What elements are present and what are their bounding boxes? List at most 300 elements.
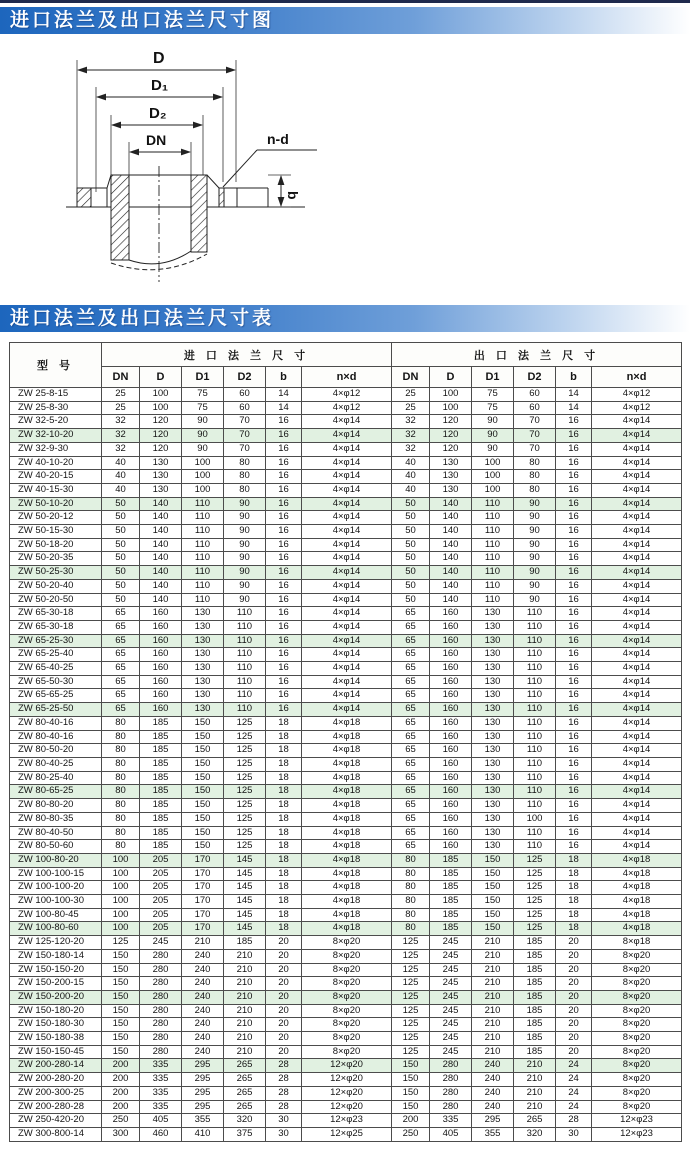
value-cell: 160 xyxy=(430,648,472,662)
value-cell: 18 xyxy=(556,867,592,881)
value-cell: 185 xyxy=(140,826,182,840)
value-cell: 160 xyxy=(430,662,472,676)
value-cell: 150 xyxy=(182,840,224,854)
value-cell: 12×φ23 xyxy=(592,1127,682,1141)
table-row xyxy=(10,799,682,813)
value-cell: 65 xyxy=(102,703,140,717)
value-cell: 145 xyxy=(224,895,266,909)
value-cell: 245 xyxy=(430,1032,472,1046)
model-cell: ZW 50-20-40 xyxy=(10,579,102,593)
value-cell: 4×φ18 xyxy=(302,908,392,922)
value-cell: 4×φ18 xyxy=(302,867,392,881)
value-cell: 295 xyxy=(182,1073,224,1087)
value-cell: 18 xyxy=(266,716,302,730)
value-cell: 210 xyxy=(472,990,514,1004)
value-cell: 210 xyxy=(224,963,266,977)
model-cell: ZW 25-8-15 xyxy=(10,388,102,402)
value-cell: 245 xyxy=(430,990,472,1004)
value-cell: 65 xyxy=(102,689,140,703)
value-cell: 30 xyxy=(266,1127,302,1141)
model-cell: ZW 100-80-20 xyxy=(10,853,102,867)
value-cell: 16 xyxy=(556,689,592,703)
value-cell: 65 xyxy=(392,675,430,689)
value-cell: 50 xyxy=(392,579,430,593)
value-cell: 160 xyxy=(430,634,472,648)
value-cell: 16 xyxy=(556,771,592,785)
table-row xyxy=(10,908,682,922)
value-cell: 150 xyxy=(182,826,224,840)
col-header-d1: D1 xyxy=(182,367,224,388)
table-row xyxy=(10,675,682,689)
value-cell: 90 xyxy=(514,511,556,525)
value-cell: 100 xyxy=(102,922,140,936)
table-row xyxy=(10,511,682,525)
value-cell: 160 xyxy=(140,634,182,648)
value-cell: 4×φ14 xyxy=(302,415,392,429)
value-cell: 18 xyxy=(266,853,302,867)
model-cell: ZW 65-50-30 xyxy=(10,675,102,689)
value-cell: 4×φ14 xyxy=(592,744,682,758)
value-cell: 150 xyxy=(182,716,224,730)
value-cell: 16 xyxy=(266,429,302,443)
value-cell: 32 xyxy=(392,442,430,456)
value-cell: 240 xyxy=(472,1059,514,1073)
value-cell: 65 xyxy=(102,648,140,662)
value-cell: 80 xyxy=(514,470,556,484)
value-cell: 32 xyxy=(102,442,140,456)
value-cell: 110 xyxy=(514,662,556,676)
table-row xyxy=(10,853,682,867)
value-cell: 90 xyxy=(182,429,224,443)
value-cell: 125 xyxy=(224,785,266,799)
value-cell: 80 xyxy=(392,895,430,909)
section1-title-bar xyxy=(0,7,690,34)
value-cell: 50 xyxy=(102,511,140,525)
table-row xyxy=(10,1018,682,1032)
table-row xyxy=(10,579,682,593)
model-cell: ZW 100-80-45 xyxy=(10,908,102,922)
value-cell: 125 xyxy=(224,744,266,758)
value-cell: 245 xyxy=(430,1045,472,1059)
value-cell: 130 xyxy=(140,456,182,470)
value-cell: 110 xyxy=(224,634,266,648)
value-cell: 16 xyxy=(266,620,302,634)
value-cell: 130 xyxy=(472,675,514,689)
value-cell: 245 xyxy=(140,936,182,950)
value-cell: 210 xyxy=(472,1004,514,1018)
value-cell: 130 xyxy=(430,483,472,497)
value-cell: 16 xyxy=(266,703,302,717)
model-cell: ZW 150-200-20 xyxy=(10,990,102,1004)
section1-title: 进口法兰及出口法兰尺寸图 xyxy=(10,10,275,31)
value-cell: 145 xyxy=(224,867,266,881)
value-cell: 90 xyxy=(224,538,266,552)
value-cell: 150 xyxy=(182,744,224,758)
value-cell: 50 xyxy=(392,511,430,525)
value-cell: 130 xyxy=(140,483,182,497)
value-cell: 110 xyxy=(514,675,556,689)
value-cell: 110 xyxy=(224,662,266,676)
flange-diagram-area xyxy=(0,34,690,293)
value-cell: 65 xyxy=(392,634,430,648)
value-cell: 110 xyxy=(472,579,514,593)
value-cell: 110 xyxy=(224,648,266,662)
value-cell: 130 xyxy=(140,470,182,484)
value-cell: 4×φ12 xyxy=(592,388,682,402)
value-cell: 4×φ14 xyxy=(592,483,682,497)
value-cell: 16 xyxy=(556,538,592,552)
value-cell: 18 xyxy=(556,895,592,909)
value-cell: 245 xyxy=(430,977,472,991)
value-cell: 90 xyxy=(182,415,224,429)
value-cell: 4×φ18 xyxy=(302,757,392,771)
value-cell: 65 xyxy=(392,662,430,676)
value-cell: 18 xyxy=(266,744,302,758)
value-cell: 150 xyxy=(182,730,224,744)
model-cell: ZW 150-180-30 xyxy=(10,1018,102,1032)
value-cell: 65 xyxy=(392,785,430,799)
value-cell: 8×φ20 xyxy=(592,1073,682,1087)
table-row xyxy=(10,716,682,730)
value-cell: 210 xyxy=(224,990,266,1004)
value-cell: 200 xyxy=(102,1086,140,1100)
value-cell: 40 xyxy=(392,456,430,470)
value-cell: 16 xyxy=(266,607,302,621)
value-cell: 80 xyxy=(392,922,430,936)
value-cell: 12×φ20 xyxy=(302,1100,392,1114)
value-cell: 20 xyxy=(556,963,592,977)
value-cell: 4×φ12 xyxy=(592,401,682,415)
model-cell: ZW 200-300-25 xyxy=(10,1086,102,1100)
value-cell: 16 xyxy=(556,442,592,456)
value-cell: 150 xyxy=(392,1086,430,1100)
value-cell: 280 xyxy=(430,1100,472,1114)
value-cell: 12×φ23 xyxy=(592,1114,682,1128)
value-cell: 160 xyxy=(430,730,472,744)
value-cell: 125 xyxy=(224,757,266,771)
value-cell: 4×φ14 xyxy=(302,525,392,539)
value-cell: 8×φ20 xyxy=(302,990,392,1004)
value-cell: 16 xyxy=(266,689,302,703)
col-header-d1: D1 xyxy=(472,367,514,388)
value-cell: 4×φ18 xyxy=(302,744,392,758)
model-cell: ZW 50-18-20 xyxy=(10,538,102,552)
value-cell: 28 xyxy=(266,1059,302,1073)
value-cell: 375 xyxy=(224,1127,266,1141)
value-cell: 65 xyxy=(392,744,430,758)
value-cell: 110 xyxy=(472,566,514,580)
value-cell: 16 xyxy=(556,497,592,511)
value-cell: 4×φ14 xyxy=(302,497,392,511)
value-cell: 90 xyxy=(224,566,266,580)
value-cell: 240 xyxy=(182,977,224,991)
table-row xyxy=(10,401,682,415)
value-cell: 65 xyxy=(102,634,140,648)
table-row xyxy=(10,881,682,895)
value-cell: 110 xyxy=(472,552,514,566)
value-cell: 16 xyxy=(556,483,592,497)
value-cell: 130 xyxy=(430,470,472,484)
value-cell: 8×φ20 xyxy=(302,1018,392,1032)
value-cell: 80 xyxy=(102,785,140,799)
value-cell: 50 xyxy=(102,525,140,539)
flange-diagram xyxy=(56,40,366,288)
model-cell: ZW 32-10-20 xyxy=(10,429,102,443)
value-cell: 80 xyxy=(224,470,266,484)
value-cell: 280 xyxy=(430,1073,472,1087)
value-cell: 16 xyxy=(556,744,592,758)
value-cell: 110 xyxy=(224,607,266,621)
value-cell: 130 xyxy=(472,689,514,703)
value-cell: 16 xyxy=(266,662,302,676)
value-cell: 240 xyxy=(182,963,224,977)
table-row xyxy=(10,1004,682,1018)
value-cell: 140 xyxy=(140,566,182,580)
value-cell: 170 xyxy=(182,867,224,881)
value-cell: 80 xyxy=(392,853,430,867)
value-cell: 4×φ14 xyxy=(592,525,682,539)
value-cell: 16 xyxy=(556,785,592,799)
value-cell: 65 xyxy=(392,730,430,744)
value-cell: 355 xyxy=(472,1127,514,1141)
value-cell: 16 xyxy=(266,675,302,689)
value-cell: 125 xyxy=(224,826,266,840)
value-cell: 90 xyxy=(224,552,266,566)
value-cell: 150 xyxy=(392,1059,430,1073)
value-cell: 140 xyxy=(140,525,182,539)
value-cell: 20 xyxy=(556,1018,592,1032)
value-cell: 20 xyxy=(556,936,592,950)
model-cell: ZW 150-200-15 xyxy=(10,977,102,991)
value-cell: 245 xyxy=(430,963,472,977)
value-cell: 100 xyxy=(102,853,140,867)
table-row xyxy=(10,1127,682,1141)
value-cell: 90 xyxy=(182,442,224,456)
value-cell: 125 xyxy=(224,812,266,826)
section2-title: 进口法兰及出口法兰尺寸表 xyxy=(10,308,275,329)
value-cell: 4×φ14 xyxy=(302,552,392,566)
value-cell: 18 xyxy=(266,895,302,909)
model-cell: ZW 40-10-20 xyxy=(10,456,102,470)
value-cell: 16 xyxy=(556,634,592,648)
value-cell: 100 xyxy=(430,388,472,402)
value-cell: 18 xyxy=(556,853,592,867)
value-cell: 8×φ20 xyxy=(302,949,392,963)
value-cell: 18 xyxy=(266,771,302,785)
value-cell: 4×φ18 xyxy=(302,716,392,730)
col-header-b: b xyxy=(556,367,592,388)
value-cell: 20 xyxy=(556,949,592,963)
value-cell: 160 xyxy=(430,744,472,758)
value-cell: 20 xyxy=(266,990,302,1004)
value-cell: 160 xyxy=(430,826,472,840)
value-cell: 18 xyxy=(556,881,592,895)
model-cell: ZW 65-25-50 xyxy=(10,703,102,717)
section2-title-bar xyxy=(0,305,690,332)
value-cell: 110 xyxy=(182,593,224,607)
model-cell: ZW 25-8-30 xyxy=(10,401,102,415)
value-cell: 4×φ18 xyxy=(302,840,392,854)
value-cell: 80 xyxy=(102,730,140,744)
model-cell: ZW 80-50-60 xyxy=(10,840,102,854)
value-cell: 65 xyxy=(102,662,140,676)
value-cell: 16 xyxy=(556,799,592,813)
value-cell: 20 xyxy=(556,990,592,1004)
value-cell: 200 xyxy=(102,1059,140,1073)
table-row xyxy=(10,757,682,771)
model-cell: ZW 32-9-30 xyxy=(10,442,102,456)
value-cell: 160 xyxy=(140,620,182,634)
value-cell: 160 xyxy=(140,648,182,662)
value-cell: 110 xyxy=(472,525,514,539)
value-cell: 265 xyxy=(514,1114,556,1128)
value-cell: 4×φ14 xyxy=(302,538,392,552)
value-cell: 140 xyxy=(430,497,472,511)
value-cell: 50 xyxy=(392,538,430,552)
value-cell: 65 xyxy=(392,812,430,826)
value-cell: 80 xyxy=(392,867,430,881)
model-cell: ZW 200-280-28 xyxy=(10,1100,102,1114)
value-cell: 110 xyxy=(514,689,556,703)
value-cell: 80 xyxy=(102,771,140,785)
value-cell: 300 xyxy=(102,1127,140,1141)
value-cell: 90 xyxy=(224,593,266,607)
value-cell: 24 xyxy=(556,1086,592,1100)
table-row xyxy=(10,538,682,552)
value-cell: 205 xyxy=(140,881,182,895)
value-cell: 185 xyxy=(430,908,472,922)
value-cell: 130 xyxy=(182,634,224,648)
value-cell: 8×φ20 xyxy=(592,949,682,963)
value-cell: 130 xyxy=(430,456,472,470)
value-cell: 4×φ18 xyxy=(302,895,392,909)
model-cell: ZW 65-25-30 xyxy=(10,634,102,648)
value-cell: 240 xyxy=(472,1086,514,1100)
value-cell: 16 xyxy=(556,662,592,676)
value-cell: 18 xyxy=(266,881,302,895)
value-cell: 185 xyxy=(514,1018,556,1032)
value-cell: 125 xyxy=(514,853,556,867)
value-cell: 4×φ14 xyxy=(592,470,682,484)
value-cell: 130 xyxy=(472,716,514,730)
table-row xyxy=(10,949,682,963)
table-row xyxy=(10,429,682,443)
value-cell: 185 xyxy=(140,730,182,744)
value-cell: 50 xyxy=(102,593,140,607)
value-cell: 110 xyxy=(514,634,556,648)
model-cell: ZW 125-120-20 xyxy=(10,936,102,950)
value-cell: 185 xyxy=(140,716,182,730)
value-cell: 280 xyxy=(140,1018,182,1032)
value-cell: 4×φ14 xyxy=(302,634,392,648)
value-cell: 4×φ14 xyxy=(592,511,682,525)
table-row xyxy=(10,936,682,950)
model-cell: ZW 100-100-20 xyxy=(10,881,102,895)
value-cell: 110 xyxy=(514,757,556,771)
table-row xyxy=(10,662,682,676)
value-cell: 4×φ18 xyxy=(302,785,392,799)
value-cell: 30 xyxy=(556,1127,592,1141)
value-cell: 4×φ14 xyxy=(592,579,682,593)
value-cell: 28 xyxy=(556,1114,592,1128)
value-cell: 8×φ20 xyxy=(592,1086,682,1100)
value-cell: 185 xyxy=(514,936,556,950)
value-cell: 130 xyxy=(472,757,514,771)
table-row xyxy=(10,1100,682,1114)
value-cell: 150 xyxy=(102,1045,140,1059)
value-cell: 100 xyxy=(102,867,140,881)
value-cell: 295 xyxy=(472,1114,514,1128)
value-cell: 25 xyxy=(102,388,140,402)
value-cell: 16 xyxy=(556,566,592,580)
value-cell: 16 xyxy=(556,552,592,566)
model-cell: ZW 250-420-20 xyxy=(10,1114,102,1128)
value-cell: 4×φ14 xyxy=(302,620,392,634)
value-cell: 90 xyxy=(224,497,266,511)
value-cell: 80 xyxy=(102,744,140,758)
value-cell: 4×φ14 xyxy=(302,511,392,525)
value-cell: 295 xyxy=(182,1086,224,1100)
value-cell: 320 xyxy=(224,1114,266,1128)
value-cell: 130 xyxy=(472,648,514,662)
value-cell: 50 xyxy=(392,525,430,539)
value-cell: 125 xyxy=(392,990,430,1004)
value-cell: 4×φ18 xyxy=(302,771,392,785)
value-cell: 4×φ14 xyxy=(592,648,682,662)
value-cell: 130 xyxy=(182,675,224,689)
value-cell: 240 xyxy=(472,1073,514,1087)
value-cell: 140 xyxy=(140,593,182,607)
value-cell: 405 xyxy=(430,1127,472,1141)
value-cell: 140 xyxy=(430,552,472,566)
value-cell: 14 xyxy=(556,401,592,415)
value-cell: 16 xyxy=(266,566,302,580)
value-cell: 65 xyxy=(392,757,430,771)
value-cell: 90 xyxy=(514,552,556,566)
model-cell: ZW 80-40-16 xyxy=(10,730,102,744)
table-row xyxy=(10,607,682,621)
value-cell: 160 xyxy=(140,689,182,703)
value-cell: 110 xyxy=(514,840,556,854)
value-cell: 110 xyxy=(514,744,556,758)
value-cell: 125 xyxy=(224,799,266,813)
value-cell: 90 xyxy=(514,593,556,607)
value-cell: 16 xyxy=(266,579,302,593)
value-cell: 20 xyxy=(266,963,302,977)
table-row xyxy=(10,703,682,717)
value-cell: 120 xyxy=(140,442,182,456)
value-cell: 60 xyxy=(224,401,266,415)
value-cell: 185 xyxy=(514,949,556,963)
value-cell: 280 xyxy=(140,990,182,1004)
value-cell: 16 xyxy=(266,525,302,539)
value-cell: 70 xyxy=(224,429,266,443)
col-header-d2: D2 xyxy=(224,367,266,388)
value-cell: 185 xyxy=(430,867,472,881)
value-cell: 205 xyxy=(140,895,182,909)
value-cell: 4×φ18 xyxy=(592,922,682,936)
value-cell: 185 xyxy=(430,881,472,895)
value-cell: 18 xyxy=(266,730,302,744)
model-cell: ZW 65-40-25 xyxy=(10,662,102,676)
value-cell: 16 xyxy=(556,607,592,621)
value-cell: 16 xyxy=(266,538,302,552)
model-cell: ZW 50-20-50 xyxy=(10,593,102,607)
value-cell: 25 xyxy=(392,388,430,402)
dim-label-d2: D₂ xyxy=(149,105,167,122)
value-cell: 8×φ20 xyxy=(592,1059,682,1073)
table-row xyxy=(10,744,682,758)
